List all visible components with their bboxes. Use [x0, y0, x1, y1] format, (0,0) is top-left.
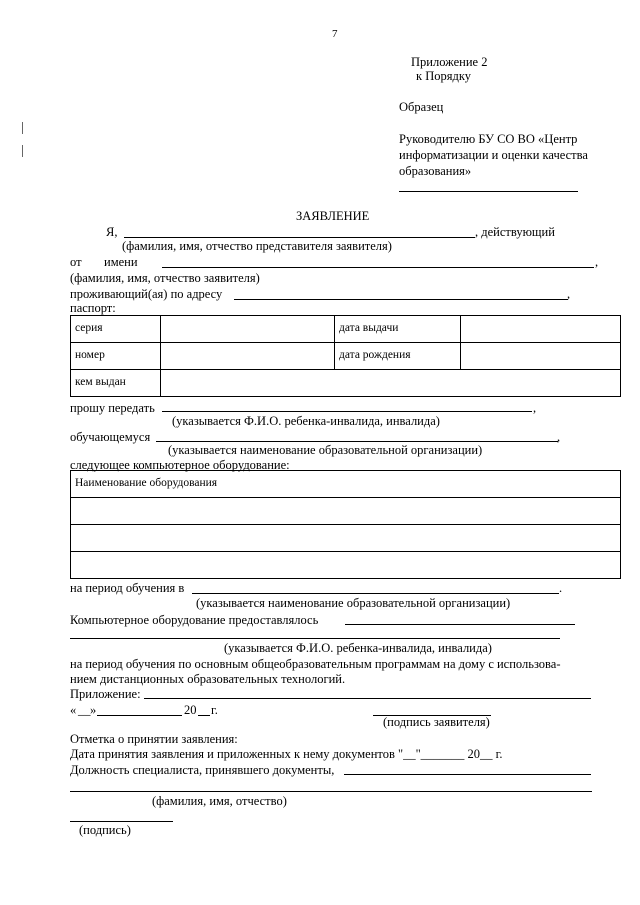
residing-label: проживающий(ая) по адресу	[70, 287, 223, 301]
acceptance-note: Отметка о принятии заявления:	[70, 732, 238, 746]
child-name-hint: (указывается Ф.И.О. ребенка-инвалида, инвалида)	[172, 414, 440, 428]
attachment-label: Приложение:	[70, 687, 141, 701]
passport-label: паспорт:	[70, 301, 116, 315]
equipment-row-input[interactable]	[71, 525, 621, 552]
equipment-table	[70, 470, 621, 579]
provided-field-continued[interactable]	[70, 624, 560, 639]
equipment-header: Наименование оборудования	[71, 471, 621, 498]
comma: ,	[567, 287, 571, 301]
scan-mark	[22, 122, 23, 134]
number-input[interactable]	[161, 343, 335, 370]
specialist-name-field[interactable]	[70, 777, 592, 792]
fio-hint: (фамилия, имя, отчество)	[152, 794, 287, 808]
from-label: от	[70, 255, 82, 269]
provided-label: Компьютерное оборудование предоставлялось	[70, 613, 319, 627]
child-name-field[interactable]	[162, 397, 532, 412]
study-organization-field[interactable]	[192, 579, 559, 594]
paragraph-line-2: нием дистанционных образовательных технологий.	[70, 672, 346, 686]
addressee-line-2: информатизации и оценки качества	[399, 148, 588, 162]
series-label: серия	[71, 316, 161, 343]
addressee-line-1: Руководителю БУ СО ВО «Центр	[399, 132, 578, 146]
specialist-signature-hint: (подпись)	[79, 823, 131, 837]
issue-date-label: дата выдачи	[335, 316, 461, 343]
date-day-blank: __	[78, 703, 91, 717]
date-year-suffix: г.	[211, 703, 218, 717]
date-quote-close: »	[90, 703, 97, 717]
form-title: ЗАЯВЛЕНИЕ	[296, 209, 370, 223]
comma: ,	[557, 430, 561, 444]
date-year-field[interactable]	[198, 701, 210, 716]
signature-hint: (подпись заявителя)	[383, 715, 490, 729]
appendix-to: к Порядку	[416, 69, 471, 83]
applicant-signature-field[interactable]	[373, 701, 491, 716]
comma: ,	[533, 401, 537, 415]
child-name-hint-2: (указывается Ф.И.О. ребенка-инвалида, инвалида)	[224, 641, 492, 655]
table-row	[71, 343, 621, 370]
address-field[interactable]	[234, 285, 571, 301]
series-input[interactable]	[161, 316, 335, 343]
date-quote-open: «	[70, 703, 77, 717]
applicant-hint: (фамилия, имя, отчество заявителя)	[70, 271, 260, 285]
page-number: 7	[332, 28, 338, 40]
organization-field[interactable]	[156, 427, 561, 444]
birth-date-label: дата рождения	[335, 343, 461, 370]
attachment-field[interactable]	[144, 684, 591, 699]
equipment-intro: следующее компьютерное оборудование:	[70, 458, 290, 472]
issued-by-input[interactable]	[161, 370, 621, 397]
table-row	[71, 471, 621, 498]
scan-mark	[22, 145, 23, 157]
request-label: прошу передать	[70, 401, 155, 415]
birth-date-input[interactable]	[461, 343, 621, 370]
student-label: обучающемуся	[70, 430, 151, 444]
study-period-label: на период обучения в	[70, 581, 185, 595]
i-label: Я,	[106, 225, 118, 239]
acting-label: , действующий	[475, 225, 555, 239]
table-row	[71, 370, 621, 397]
appendix-title: Приложение 2	[411, 55, 488, 69]
period-end: .	[559, 581, 563, 595]
passport-table	[70, 315, 621, 397]
provided-field[interactable]	[345, 610, 575, 625]
representative-hint: (фамилия, имя, отчество представителя заявителя)	[122, 239, 392, 253]
specialist-signature-field[interactable]	[70, 807, 173, 822]
sample-label: Образец	[399, 100, 444, 114]
comma: ,	[595, 255, 599, 269]
addressee-name-field[interactable]	[399, 177, 578, 192]
date-year-prefix: 20	[184, 703, 197, 717]
issue-date-input[interactable]	[461, 316, 621, 343]
specialist-label: Должность специалиста, принявшего документы,	[70, 763, 335, 777]
date-month-field[interactable]	[97, 701, 182, 716]
table-row	[71, 316, 621, 343]
paragraph-line-1: на период обучения по основным общеобразовательным программам на дому с использова-	[70, 657, 561, 671]
organization-hint: (указывается наименование образовательной организации)	[168, 443, 483, 457]
applicant-name-field[interactable]	[162, 253, 594, 268]
addressee-line-3: образования»	[399, 164, 472, 178]
table-row[interactable]	[71, 498, 621, 525]
on-behalf-label: имени	[104, 255, 138, 269]
equipment-row-input[interactable]	[71, 552, 621, 579]
organization-hint-2: (указывается наименование образовательной организации)	[196, 596, 511, 610]
specialist-position-field[interactable]	[344, 760, 591, 775]
table-row[interactable]	[71, 525, 621, 552]
representative-name-field[interactable]	[124, 223, 475, 238]
equipment-row-input[interactable]	[71, 498, 621, 525]
number-label: номер	[71, 343, 161, 370]
acceptance-date: Дата принятия заявления и приложенных к нему документов "__"_______ 20__ г.	[70, 747, 503, 761]
table-row[interactable]	[71, 552, 621, 579]
issued-by-label: кем выдан	[71, 370, 161, 397]
